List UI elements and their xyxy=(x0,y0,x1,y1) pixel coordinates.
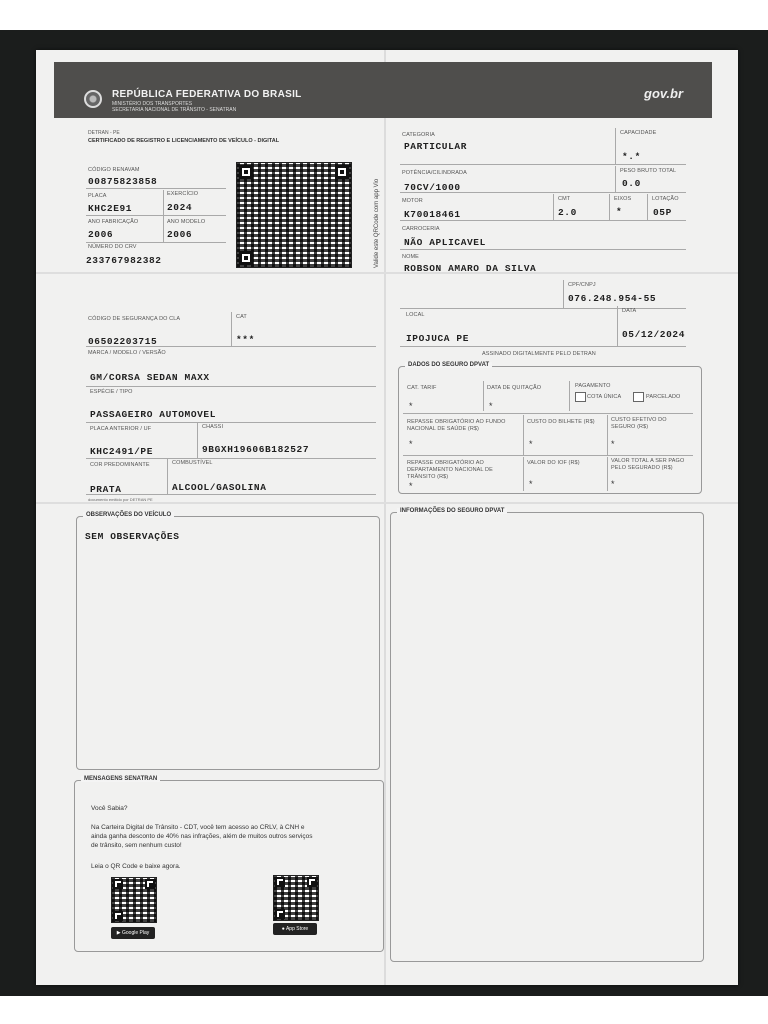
cmt-label: CMT xyxy=(558,196,571,202)
local-label: LOCAL xyxy=(406,312,425,318)
mensagens-title: MENSAGENS SENATRAN xyxy=(81,776,160,782)
parcelado-label: PARCELADO xyxy=(646,394,681,400)
cpf-label: CPF/CNPJ xyxy=(568,282,596,288)
crv-value: 233767982382 xyxy=(86,255,162,266)
informacoes-title: INFORMAÇÕES DO SEGURO DPVAT xyxy=(397,508,507,514)
custo-bilhete-label: CUSTO DO BILHETE (R$) xyxy=(527,419,595,425)
cmt-value: 2.0 xyxy=(558,207,577,218)
carroceria-label: CARROCERIA xyxy=(402,226,440,232)
motor-value: K70018461 xyxy=(404,209,461,220)
govbr-logo: gov.br xyxy=(644,86,684,101)
emitted-note: documento emitido por DETRAN PE xyxy=(88,497,153,502)
codigo-seguranca-value: 06502203715 xyxy=(88,336,158,347)
exercicio-label: EXERCÍCIO xyxy=(167,191,199,197)
dpvat-title: DADOS DO SEGURO DPVAT xyxy=(405,362,492,368)
divider xyxy=(615,166,616,192)
informacoes-dpvat-box xyxy=(390,508,704,962)
combustivel-label: COMBUSTÍVEL xyxy=(172,460,213,466)
valor-total-value: * xyxy=(611,479,615,489)
coat-of-arms-icon xyxy=(84,90,102,108)
placa-anterior-value: KHC2491/PE xyxy=(90,446,154,457)
mensagens-cta: Leia o QR Code e baixe agora. xyxy=(91,863,181,870)
eixos-label: EIXOS xyxy=(614,196,632,202)
divider xyxy=(615,128,616,164)
cpf-value: 076.248.954-55 xyxy=(568,293,657,304)
signed-note: ASSINADO DIGITALMENTE PELO DETRAN xyxy=(482,351,596,357)
divider xyxy=(609,194,610,220)
peso-label: PESO BRUTO TOTAL xyxy=(620,168,677,174)
divider xyxy=(400,346,686,347)
data-value: 05/12/2024 xyxy=(622,329,686,340)
google-play-label: Google Play xyxy=(122,930,150,936)
issuer-label: DETRAN - PE xyxy=(88,130,120,136)
cat-tarif-value: * xyxy=(409,401,413,411)
marca-label: MARCA / MODELO / VERSÃO xyxy=(88,350,166,356)
chassi-label: CHASSI xyxy=(202,424,224,430)
mensagens-question: Você Sabia? xyxy=(91,805,128,812)
divider xyxy=(86,215,226,216)
potencia-value: 70CV/1000 xyxy=(404,182,461,193)
divider xyxy=(86,242,226,243)
especie-label: ESPÉCIE / TIPO xyxy=(90,389,133,395)
observacoes-title: OBSERVAÇÕES DO VEÍCULO xyxy=(83,512,174,518)
divider xyxy=(553,194,554,220)
divider xyxy=(400,249,686,250)
observacoes-text: SEM OBSERVAÇÕES xyxy=(85,531,180,542)
data-label: DATA xyxy=(622,308,637,314)
observacoes-box xyxy=(76,512,380,770)
renavam-label: CÓDIGO RENAVAM xyxy=(88,167,140,173)
repasse-denatran-label: REPASSE OBRIGATÓRIO AO DEPARTAMENTO NACIONAL DE TRÂNSITO (R$) xyxy=(407,460,493,480)
divider xyxy=(563,280,564,308)
codigo-seguranca-label: CÓDIGO DE SEGURANÇA DO CLA xyxy=(88,316,181,322)
app-store-label: App Store xyxy=(285,926,309,932)
divider xyxy=(86,422,376,423)
divider xyxy=(86,458,376,459)
categoria-label: CATEGORIA xyxy=(402,132,435,138)
divider xyxy=(86,346,376,347)
divider xyxy=(86,386,376,387)
cat-label: CAT xyxy=(236,314,247,320)
carroceria-value: NÃO APLICAVEL xyxy=(404,237,486,248)
divider xyxy=(167,458,168,494)
app-store-badge[interactable] xyxy=(273,923,317,935)
divider xyxy=(483,381,484,411)
crv-label: NÚMERO DO CRV xyxy=(88,244,137,250)
divider xyxy=(400,192,686,193)
lotacao-value: 05P xyxy=(653,207,672,218)
combustivel-value: ALCOOL/GASOLINA xyxy=(172,482,267,493)
divider xyxy=(523,457,524,491)
ano-fabricacao-value: 2006 xyxy=(88,229,114,240)
divider xyxy=(400,164,686,165)
divider xyxy=(617,306,618,346)
repasse-fns-value: * xyxy=(409,439,413,449)
app-store-qr-code[interactable] xyxy=(273,875,319,921)
pagamento-label: PAGAMENTO xyxy=(575,383,611,389)
valor-iof-label: VALOR DO IOF (R$) xyxy=(527,460,580,466)
placa-value: KHC2E91 xyxy=(88,203,133,214)
cor-label: COR PREDOMINANTE xyxy=(90,462,150,468)
custo-efetivo-value: * xyxy=(611,439,615,449)
categoria-value: PARTICULAR xyxy=(404,141,468,152)
data-quitacao-label: DATA DE QUITAÇÃO xyxy=(487,385,542,391)
google-play-icon: ▶ xyxy=(116,930,121,936)
google-play-qr-code[interactable] xyxy=(111,877,157,923)
cota-unica-checkbox[interactable] xyxy=(575,392,586,402)
especie-value: PASSAGEIRO AUTOMOVEL xyxy=(90,409,217,420)
dpvat-box xyxy=(398,362,702,494)
nome-value: ROBSON AMARO DA SILVA xyxy=(404,263,537,274)
divider xyxy=(86,188,226,189)
cor-value: PRATA xyxy=(90,484,122,495)
custo-efetivo-label: CUSTO EFETIVO DO SEGURO (R$) xyxy=(611,417,667,430)
local-value: IPOJUCA PE xyxy=(406,333,470,344)
divider xyxy=(403,413,693,414)
divider xyxy=(400,220,686,221)
country-name: REPÚBLICA FEDERATIVA DO BRASIL xyxy=(112,89,302,100)
marca-value: GM/CORSA SEDAN MAXX xyxy=(90,372,210,383)
eixos-value: * xyxy=(616,206,623,217)
divider xyxy=(163,190,164,242)
ano-modelo-label: ANO MODELO xyxy=(167,219,206,225)
ano-fabricacao-label: ANO FABRICAÇÃO xyxy=(88,219,139,225)
custo-bilhete-value: * xyxy=(529,439,533,449)
divider xyxy=(86,494,376,495)
google-play-badge[interactable] xyxy=(111,927,155,939)
cota-unica-label: COTA ÚNICA xyxy=(587,394,622,400)
divider xyxy=(403,455,693,456)
capacidade-label: CAPACIDADE xyxy=(620,130,657,136)
ano-modelo-value: 2006 xyxy=(167,229,193,240)
divider xyxy=(569,381,570,411)
fold-line-horizontal xyxy=(36,272,738,274)
apple-icon: ● xyxy=(281,926,285,932)
mensagens-box xyxy=(74,776,384,952)
validation-qr-code[interactable] xyxy=(236,162,352,268)
valor-total-label: VALOR TOTAL A SER PAGO PELO SEGURADO (R$) xyxy=(611,458,685,471)
mensagens-paragraph: Na Carteira Digital de Trânsito - CDT, você tem acesso ao CRLV, à CNH e ainda ganha desconto de 40% nas infrações, além de muitos outros serviços de trânsito, sem nenhum custo! xyxy=(91,824,313,849)
placa-label: PLACA xyxy=(88,193,107,199)
peso-value: 0.0 xyxy=(622,178,641,189)
potencia-label: POTÊNCIA/CILINDRADA xyxy=(402,170,467,176)
renavam-value: 00875823858 xyxy=(88,176,158,187)
data-quitacao-value: * xyxy=(489,401,493,411)
secretariat-name: SECRETARIA NACIONAL DE TRÂNSITO - SENATRAN xyxy=(112,107,237,113)
parcelado-checkbox[interactable] xyxy=(633,392,644,402)
divider xyxy=(523,415,524,455)
document-paper xyxy=(36,50,738,985)
valor-iof-value: * xyxy=(529,479,533,489)
repasse-fns-label: REPASSE OBRIGATÓRIO AO FUNDO NACIONAL DE SAÚDE (R$) xyxy=(407,419,506,432)
cat-tarif-label: CAT. TARIF xyxy=(407,385,437,391)
divider xyxy=(400,308,686,309)
document-title: CERTIFICADO DE REGISTRO E LICENCIAMENTO DE VEÍCULO - DIGITAL xyxy=(88,138,280,144)
fold-line-vertical xyxy=(384,50,386,985)
divider xyxy=(607,415,608,455)
exercicio-value: 2024 xyxy=(167,202,193,213)
capacidade-value: *.* xyxy=(622,151,641,162)
repasse-denatran-value: * xyxy=(409,481,413,491)
ministry-name: MINISTÉRIO DOS TRANSPORTES xyxy=(112,101,193,107)
divider xyxy=(197,422,198,458)
divider xyxy=(231,312,232,346)
motor-label: MOTOR xyxy=(402,198,423,204)
divider xyxy=(647,194,648,220)
chassi-value: 9BGXH19606B182527 xyxy=(202,444,310,455)
nome-label: NOME xyxy=(402,254,419,260)
lotacao-label: LOTAÇÃO xyxy=(652,196,679,202)
cat-value: *** xyxy=(236,334,255,345)
qr-side-note: Valide este QRCode com app Vio xyxy=(374,178,380,268)
placa-anterior-label: PLACA ANTERIOR / UF xyxy=(90,426,152,432)
divider xyxy=(607,457,608,491)
fold-line-horizontal-2 xyxy=(36,502,738,504)
